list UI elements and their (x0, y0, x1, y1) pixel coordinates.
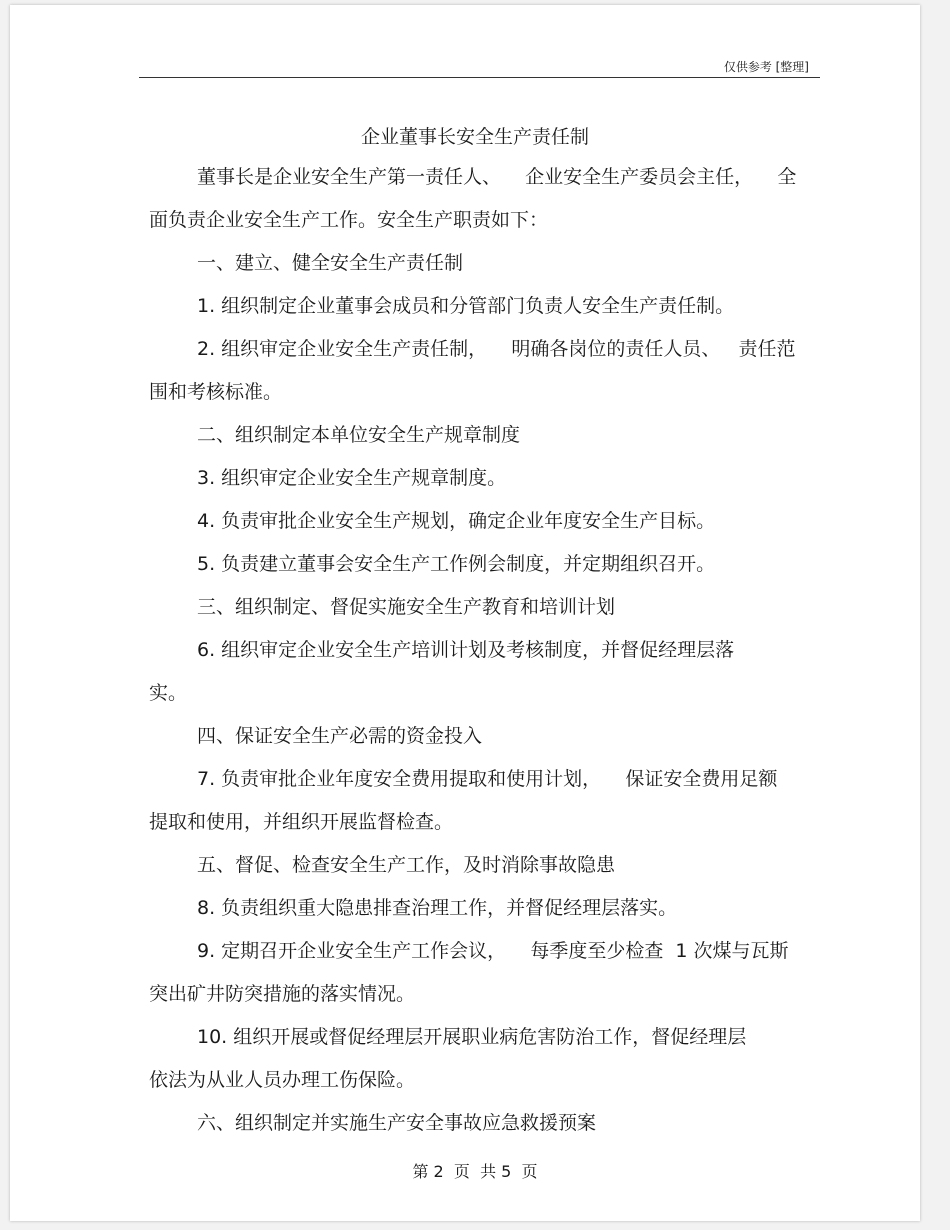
paragraph-line: 4. 负责审批企业安全生产规划，确定企业年度安全生产目标。 (197, 510, 716, 532)
paragraph-line: 五、督促、检查安全生产工作，及时消除事故隐患 (197, 854, 616, 876)
header-divider (139, 77, 820, 78)
paragraph-line: 依法为从业人员办理工伤保险。 (149, 1069, 416, 1091)
paragraph-line: 二、组织制定本单位安全生产规章制度 (197, 424, 521, 446)
paragraph-line: 三、组织制定、督促实施安全生产教育和培训计划 (197, 596, 616, 618)
paragraph-line: 突出矿井防突措施的落实情况。 (149, 983, 416, 1005)
document-page (10, 5, 920, 1221)
paragraph-line: 3. 组织审定企业安全生产规章制度。 (197, 467, 507, 489)
paragraph-line: 四、保证安全生产必需的资金投入 (197, 725, 483, 747)
paragraph-line: 7. 负责审批企业年度安全费用提取和使用计划， 保证安全费用足额 (197, 768, 778, 790)
paragraph-line: 实。 (149, 682, 188, 704)
paragraph-line: 1. 组织制定企业董事会成员和分管部门负责人安全生产责任制。 (197, 295, 735, 317)
paragraph-line: 围和考核标准。 (149, 381, 283, 403)
paragraph-line: 2. 组织审定企业安全生产责任制， 明确各岗位的责任人员、 责任范 (197, 338, 796, 360)
paragraph-line: 9. 定期召开企业安全生产工作会议， 每季度至少检查 1 次煤与瓦斯 (197, 940, 789, 962)
document-title: 企业董事长安全生产责任制 (360, 126, 589, 148)
paragraph-line: 6. 组织审定企业安全生产培训计划及考核制度，并督促经理层落 (197, 639, 735, 661)
header-note: 仅供参考 [整理] (723, 60, 809, 74)
paragraph-line: 提取和使用，并组织开展监督检查。 (149, 811, 454, 833)
paragraph-line: 10. 组织开展或督促经理层开展职业病危害防治工作，督促经理层 (197, 1026, 747, 1048)
paragraph-line: 一、建立、健全安全生产责任制 (197, 252, 464, 274)
page-number: 第 2 页 共 5 页 (412, 1162, 538, 1181)
paragraph-line: 5. 负责建立董事会安全生产工作例会制度，并定期组织召开。 (197, 553, 716, 575)
paragraph-line: 六、组织制定并实施生产安全事故应急救援预案 (197, 1112, 597, 1134)
paragraph-line: 面负责企业安全生产工作。安全生产职责如下： (149, 209, 549, 231)
paragraph-line: 8. 负责组织重大隐患排查治理工作，并督促经理层落实。 (197, 897, 678, 919)
paragraph-line: 董事长是企业安全生产第一责任人、 企业安全生产委员会主任， 全 (197, 166, 797, 188)
